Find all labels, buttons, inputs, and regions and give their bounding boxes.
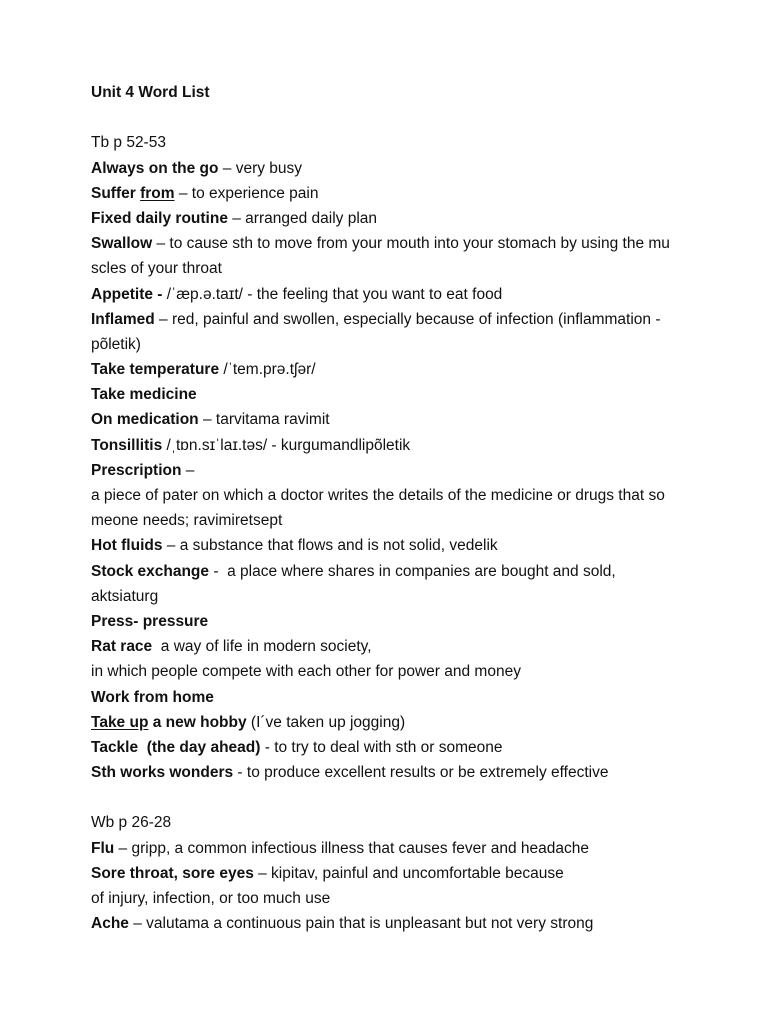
word-list-line <box>91 407 761 432</box>
section-page-ref: Wb p 26-28 <box>91 814 172 832</box>
term-text: Tackle (the day ahead) <box>91 738 261 756</box>
term-text: Suffer <box>91 184 141 202</box>
term-text: Hot fluids <box>91 537 163 555</box>
definition-text: - to produce excellent results or be extremely effective <box>233 764 609 782</box>
word-list-line <box>91 357 761 382</box>
definition-text: – to experience pain <box>174 184 319 202</box>
word-list-line <box>91 886 761 911</box>
definition-text: aktsiaturg <box>91 587 159 605</box>
word-list-line <box>91 181 761 206</box>
definition-text: - a place where shares in companies are bought and sold, <box>209 562 616 580</box>
word-list-line <box>91 760 761 785</box>
word-list-line <box>91 282 761 307</box>
word-list-line <box>91 332 761 357</box>
definition-text: /ˈæp.ə.taɪt/ - the feeling that you want to eat food <box>162 285 503 303</box>
term-text: Swallow <box>91 235 153 253</box>
term-text: Flu <box>91 839 115 857</box>
term-text: Sth works wonders <box>91 764 234 782</box>
definition-text: - to try to deal with sth or someone <box>260 738 503 756</box>
definition-text: põletik) <box>91 335 141 353</box>
definition-text: scles of your throat <box>91 260 222 278</box>
definition-text: in which people compete with each other for power and money <box>91 663 521 681</box>
term-text: Take temperature <box>91 361 220 379</box>
word-list-line <box>91 861 761 886</box>
section-page-ref: Tb p 52-53 <box>91 134 166 152</box>
word-list-line <box>91 533 761 558</box>
word-list-line <box>91 609 761 634</box>
definition-text: – valutama a continuous pain that is unpleasant but not very strong <box>128 915 594 933</box>
definition-text: – gripp, a common infectious illness that causes fever and headache <box>114 839 589 857</box>
term-text: Stock exchange <box>91 562 210 580</box>
word-list-document <box>91 80 761 936</box>
term-text: On medication <box>91 411 199 429</box>
definition-text: /ˈtem.prə.tʃər/ <box>219 361 316 379</box>
definition-text: – very busy <box>218 159 303 177</box>
word-list-line <box>91 206 761 231</box>
word-list-line <box>91 433 761 458</box>
word-list-line <box>91 256 761 281</box>
blank-line <box>91 785 761 810</box>
document-title: Unit 4 Word List <box>91 84 210 101</box>
term-text: Inflamed <box>91 310 155 328</box>
definition-text: /ˌtɒn.sɪˈlaɪ.təs/ - kurgumandlipõletik <box>162 436 411 454</box>
definition-text: – to cause sth to move from your mouth into your stomach by using the mu <box>152 235 670 253</box>
term-text: Ache <box>91 915 129 933</box>
word-list-line <box>91 634 761 659</box>
section-textbook <box>91 130 761 785</box>
term-text: a new hobby <box>148 713 247 731</box>
word-list-line <box>91 710 761 735</box>
word-list-line <box>91 559 761 584</box>
word-list-line <box>91 458 761 483</box>
word-list-line <box>91 584 761 609</box>
word-list-line <box>91 156 761 181</box>
word-list-line <box>91 735 761 760</box>
term-text: Press- pressure <box>91 612 209 630</box>
word-list-line <box>91 483 761 508</box>
section-entries <box>91 836 761 937</box>
definition-text: – a substance that flows and is not solid, vedelik <box>162 537 498 555</box>
definition-text: – <box>181 461 195 479</box>
term-text: Always on the go <box>91 159 219 177</box>
blank-line <box>91 105 761 130</box>
section-workbook <box>91 810 761 936</box>
term-text: from <box>140 184 175 202</box>
word-list-line <box>91 231 761 256</box>
term-text: Rat race <box>91 638 153 656</box>
term-text: Fixed daily routine <box>91 209 228 227</box>
word-list-line <box>91 382 761 407</box>
word-list-line <box>91 659 761 684</box>
term-text: Appetite - <box>91 285 163 303</box>
term-text: Take up <box>91 713 149 731</box>
word-list-line <box>91 836 761 861</box>
definition-text: meone needs; ravimiretsept <box>91 512 283 530</box>
definition-text: of injury, infection, or too much use <box>91 890 331 907</box>
term-text: Sore throat, sore eyes <box>91 864 254 882</box>
term-text: Prescription <box>91 461 182 479</box>
word-list-line <box>91 508 761 533</box>
word-list-line <box>91 911 761 936</box>
word-list-line <box>91 685 761 710</box>
term-text: Take medicine <box>91 386 197 404</box>
term-text: Work from home <box>91 688 214 706</box>
term-text: Tonsillitis <box>91 436 163 454</box>
definition-text: – red, painful and swollen, especially because of infection (inflammation - <box>154 310 661 328</box>
definition-text: (I´ve taken up jogging) <box>246 713 406 731</box>
definition-text: a way of life in modern society, <box>152 638 372 656</box>
word-list-line <box>91 307 761 332</box>
section-entries <box>91 156 761 786</box>
definition-text: – tarvitama ravimit <box>198 411 330 429</box>
definition-text: a piece of pater on which a doctor writes the details of the medicine or drugs that so <box>91 487 665 504</box>
definition-text: – kipitav, painful and uncomfortable because <box>253 864 564 882</box>
definition-text: – arranged daily plan <box>227 209 378 227</box>
